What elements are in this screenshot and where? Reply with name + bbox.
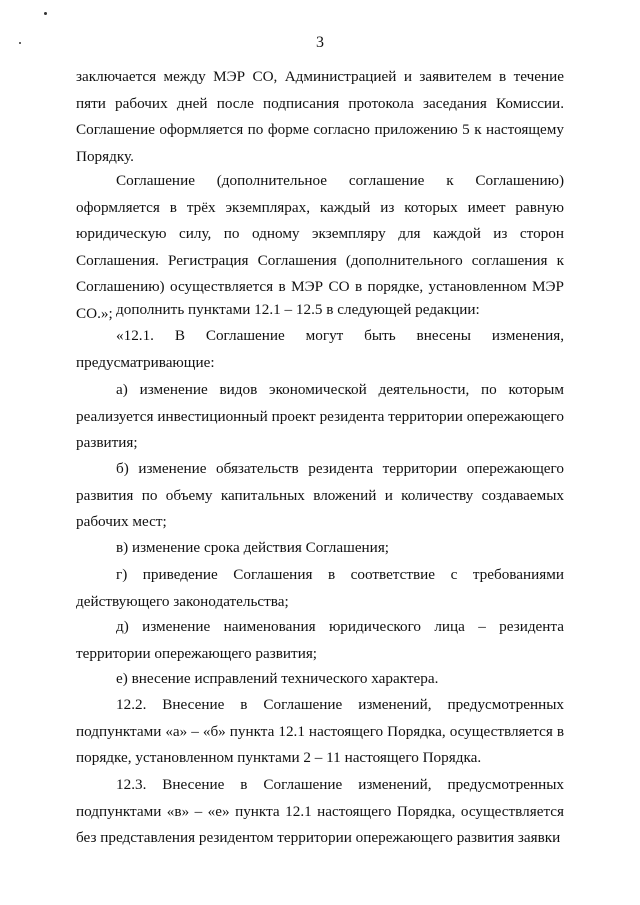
scan-speck <box>44 12 47 15</box>
page-number: 3 <box>316 34 324 51</box>
paragraph-9: д) изменение наименования юридического лица – резидента территории опережающего развития; <box>76 618 564 662</box>
paragraph-12: 12.3. Внесение в Соглашение изменений, предусмотренных подпунктами «в» – «е» пункта 12.1 настоящего Порядка, осуществляется без представления резидентом территории опережающего развития заявки <box>76 776 564 846</box>
paragraph-6: б) изменение обязательств резидента территории опережающего развития по объему капитальных вложений и количеству создаваемых рабочих мест; <box>76 460 564 530</box>
paragraph-3: дополнить пунктами 12.1 – 12.5 в следующей редакции: <box>116 301 480 318</box>
paragraph-5: а) изменение видов экономической деятельности, по которым реализуется инвестиционный проект резидента территории опережающего развития; <box>76 381 564 451</box>
paragraph-8: г) приведение Соглашения в соответствие с требованиями действующего законодательства; <box>76 566 564 610</box>
paragraph-10: е) внесение исправлений технического характера. <box>116 670 439 687</box>
paragraph-1: заключается между МЭР СО, Администрацией и заявителем в течение пяти рабочих дней после подписания протокола заседания Комиссии. Соглашение оформляется по форме согласно приложению 5 к настоящему Порядку. <box>76 68 564 165</box>
paragraph-7: в) изменение срока действия Соглашения; <box>116 539 390 556</box>
paragraph-2: Соглашение (дополнительное соглашение к Соглашению) оформляется в трёх экземплярах, каждый из которых имеет равную юридическую силу, по одному экземпляру для каждой из сторон Соглашения. Регистрация Соглашения (дополнительного соглашения к Соглашению) осуществляется в МЭР СО в порядке, установленном МЭР СО.»; <box>76 172 564 322</box>
paragraph-11: 12.2. Внесение в Соглашение изменений, предусмотренных подпунктами «а» – «б» пункта 12.1 настоящего Порядка, осуществляется в порядке, установленном пунктами 2 – 11 настоящего Порядка. <box>76 696 564 766</box>
paragraph-4: «12.1. В Соглашение могут быть внесены изменения, предусматривающие: <box>76 327 564 371</box>
